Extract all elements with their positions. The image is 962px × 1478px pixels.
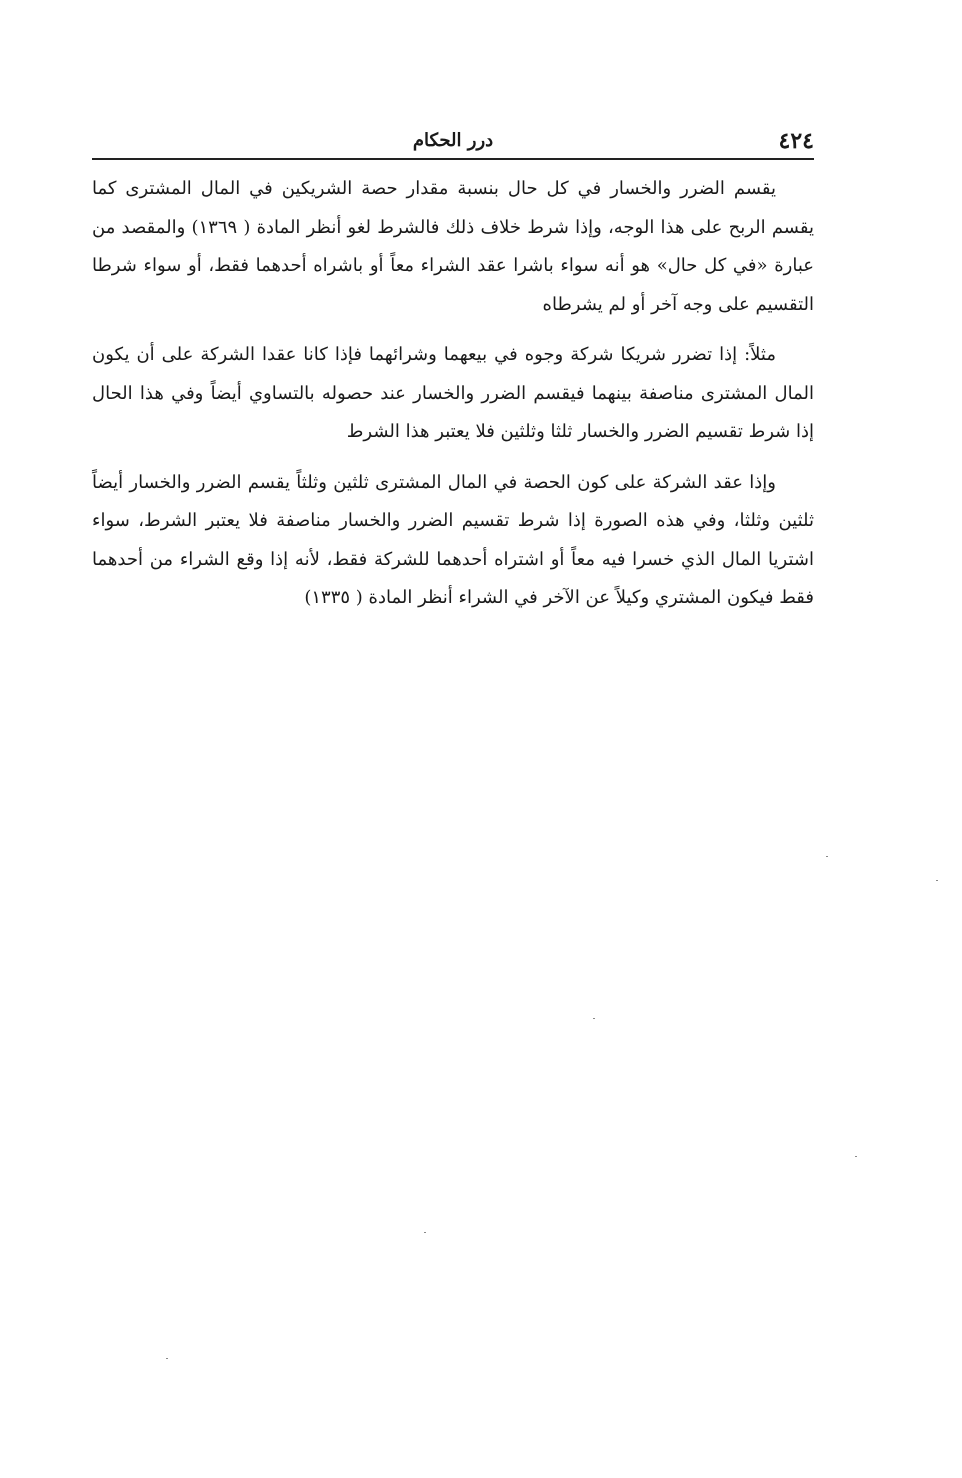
header-divider	[92, 158, 814, 160]
running-title: درر الحكام	[412, 130, 494, 151]
paragraph-2: مثلاً: إذا تضرر شريكا شركة وجوه في بيعهما وشرائهما فإذا كانا عقدا الشركة على أن يكون المال المشترى مناصفة بينهما فيقسم الضرر والخسار عند حصوله بالتساوي أيضاً وفي هذا الحال إذا شرط تقسيم الضرر والخسار ثلثا وثلثين فلا يعتبر هذا الشرط	[92, 344, 814, 442]
page-header	[92, 126, 814, 156]
paragraph-1: يقسم الضرر والخسار في كل حال بنسبة مقدار حصة الشريكين في المال المشترى كما يقسم الربح على هذا الوجه، وإذا شرط خلاف ذلك فالشرط لغو أنظر المادة ( ١٣٦٩) والمقصد من عبارة «في كل حال» هو أنه سواء باشرا عقد الشراء معاً أو باشراه أحدهما فقط، أو سواء شرطا التقسيم على وجه آخر أو لم يشرطاه	[92, 178, 814, 315]
scan-speck	[936, 880, 938, 881]
page-number: ٤٢٤	[778, 128, 814, 154]
scan-speck	[424, 1232, 426, 1233]
scan-speck	[855, 1156, 857, 1157]
scan-speck	[826, 856, 828, 857]
scan-speck	[593, 1018, 595, 1019]
paragraph-3: وإذا عقد الشركة على كون الحصة في المال المشترى ثلثين وثلثاً يقسم الضرر والخسار أيضاً ثلثين وثلثا، وفي هذه الصورة إذا شرط تقسيم الضرر والخسار مناصفة فلا يعتبر الشرط، سواء اشتريا المال الذي خسرا فيه معاً أو اشتراه أحدهما للشركة فقط، لأنه إذا وقع الشراء من أحدهما فقط فيكون المشتري وكيلاً عن الآخر في الشراء أنظر المادة ( ١٣٣٥)	[92, 471, 814, 608]
scan-speck	[166, 1358, 168, 1359]
body-text	[92, 170, 814, 630]
